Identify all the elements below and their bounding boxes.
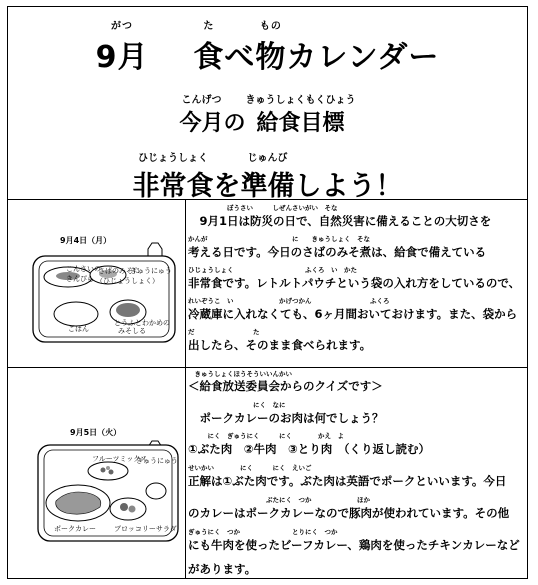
calendar-frame: [7, 6, 528, 579]
text-line: ＜給食放送委員会からのクイズです＞: [188, 379, 383, 393]
svg-text:こんさいの: こんさいの: [66, 265, 101, 273]
page-title: がつ 9月 た 食 べ もの 物 カレンダー: [95, 21, 440, 75]
goal-label: こんげつ 今月 の きゅうしょくもくひょう 給食目標: [179, 95, 356, 136]
svg-text:（ひじょうしょく）: （ひじょうしょく）: [96, 277, 159, 285]
tray-illustration-day1: [8, 199, 185, 367]
rice-bowl-icon: [54, 302, 98, 326]
day2-description: きゅうしょくほうそういいんかい ＜給食放送委員会からのクイズです＞ にく なに ポークカレーのお肉は何でしょう？ にく ぎゅうにく にく かえ よ ①ぶた肉 ②牛肉 ③とり肉 （くり返し読む） せいかい にく にく えいご 正解は①ぶた肉です。ぶた肉は英語でポークといいます。今日 ぶたにく つか ほか のカレーはポークカレーなので豚肉が使われています。その他 ぎゅうにく つか とりにく つか にも牛肉を使ったビーフカレー、鶏肉を使ったチキンカレーなど があります。: [188, 370, 520, 576]
svg-text:フルーツミックス: フルーツミックス: [92, 455, 148, 463]
text-line: 9月1日は防災の日で、自然災害に備えることの大切さを: [188, 214, 492, 228]
text-line: 非常食です。レトルトパウチという袋の入れ方をしているので、: [188, 276, 521, 290]
date-label: 9月4日（月）: [60, 236, 112, 245]
svg-text:ぎゅうにゅう: ぎゅうにゅう: [130, 267, 172, 275]
text-line: ポークカレーのお肉は何でしょう？: [188, 411, 384, 425]
menu-row-day1: [8, 199, 527, 367]
text-line: があります。: [188, 562, 257, 576]
text-line: 出したら、そのまま食べられます。: [188, 338, 372, 352]
menu-row-day2: [8, 367, 527, 578]
text-line: にも牛肉を使ったビーフカレー、鶏肉を使ったチキンカレーなど: [188, 538, 520, 552]
svg-text:ごはん: ごはん: [68, 325, 89, 333]
svg-text:ぎゅうにゅう: ぎゅうにゅう: [136, 457, 178, 465]
tray-illustration-day2: [8, 367, 185, 578]
svg-text:とうふとわかめの: とうふとわかめの: [114, 319, 170, 327]
text-line: のカレーはポークカレーなので豚肉が使われています。その他: [188, 506, 510, 520]
svg-text:ポークカレー: ポークカレー: [54, 525, 96, 533]
svg-text:ブロッコリーサラダ: ブロッコリーサラダ: [114, 525, 177, 533]
header: [8, 7, 527, 202]
date-label: 9月5日（火）: [70, 428, 122, 437]
svg-text:きんぴら: きんぴら: [66, 275, 94, 283]
fruit-mix-icon: [88, 462, 128, 480]
text-line: 冷蔵庫に入れなくても、6ヶ月間おいておけます。また、袋から: [188, 307, 518, 321]
svg-text:みそしる: みそしる: [118, 327, 146, 335]
text-line: ①ぶた肉 ②牛肉 ③とり肉 （くり返し読む）: [188, 442, 430, 456]
text-line: 考える日です。今日のさばのみそ煮は、給食で備えている: [188, 245, 487, 259]
text-line: 正解は①ぶた肉です。ぶた肉は英語でポークといいます。今日: [188, 474, 507, 488]
broccoli-salad-icon: [110, 498, 146, 520]
monthly-goal: ひじょうしょく 非常食 を じゅんび 準備 しよう！: [132, 153, 403, 202]
svg-text:さばのみそに: さばのみそに: [98, 267, 140, 275]
day1-description: ぼうさい しぜんさいがい そな 9月1日は防災の日で、自然災害に備えることの大切さを かんが に きゅうしょく そな 考える日です。今日のさばのみそ煮は、給食で備えている ひじょうしょく ふくろ い かた 非常食です。レトルトパウチという袋の入れ方をしているので、 れいぞうこ い かげつかん ふくろ 冷蔵庫に入れなくても、6ヶ月間おいておけます。また、袋から だ た 出したら、そのまま食べられます。: [188, 204, 521, 352]
